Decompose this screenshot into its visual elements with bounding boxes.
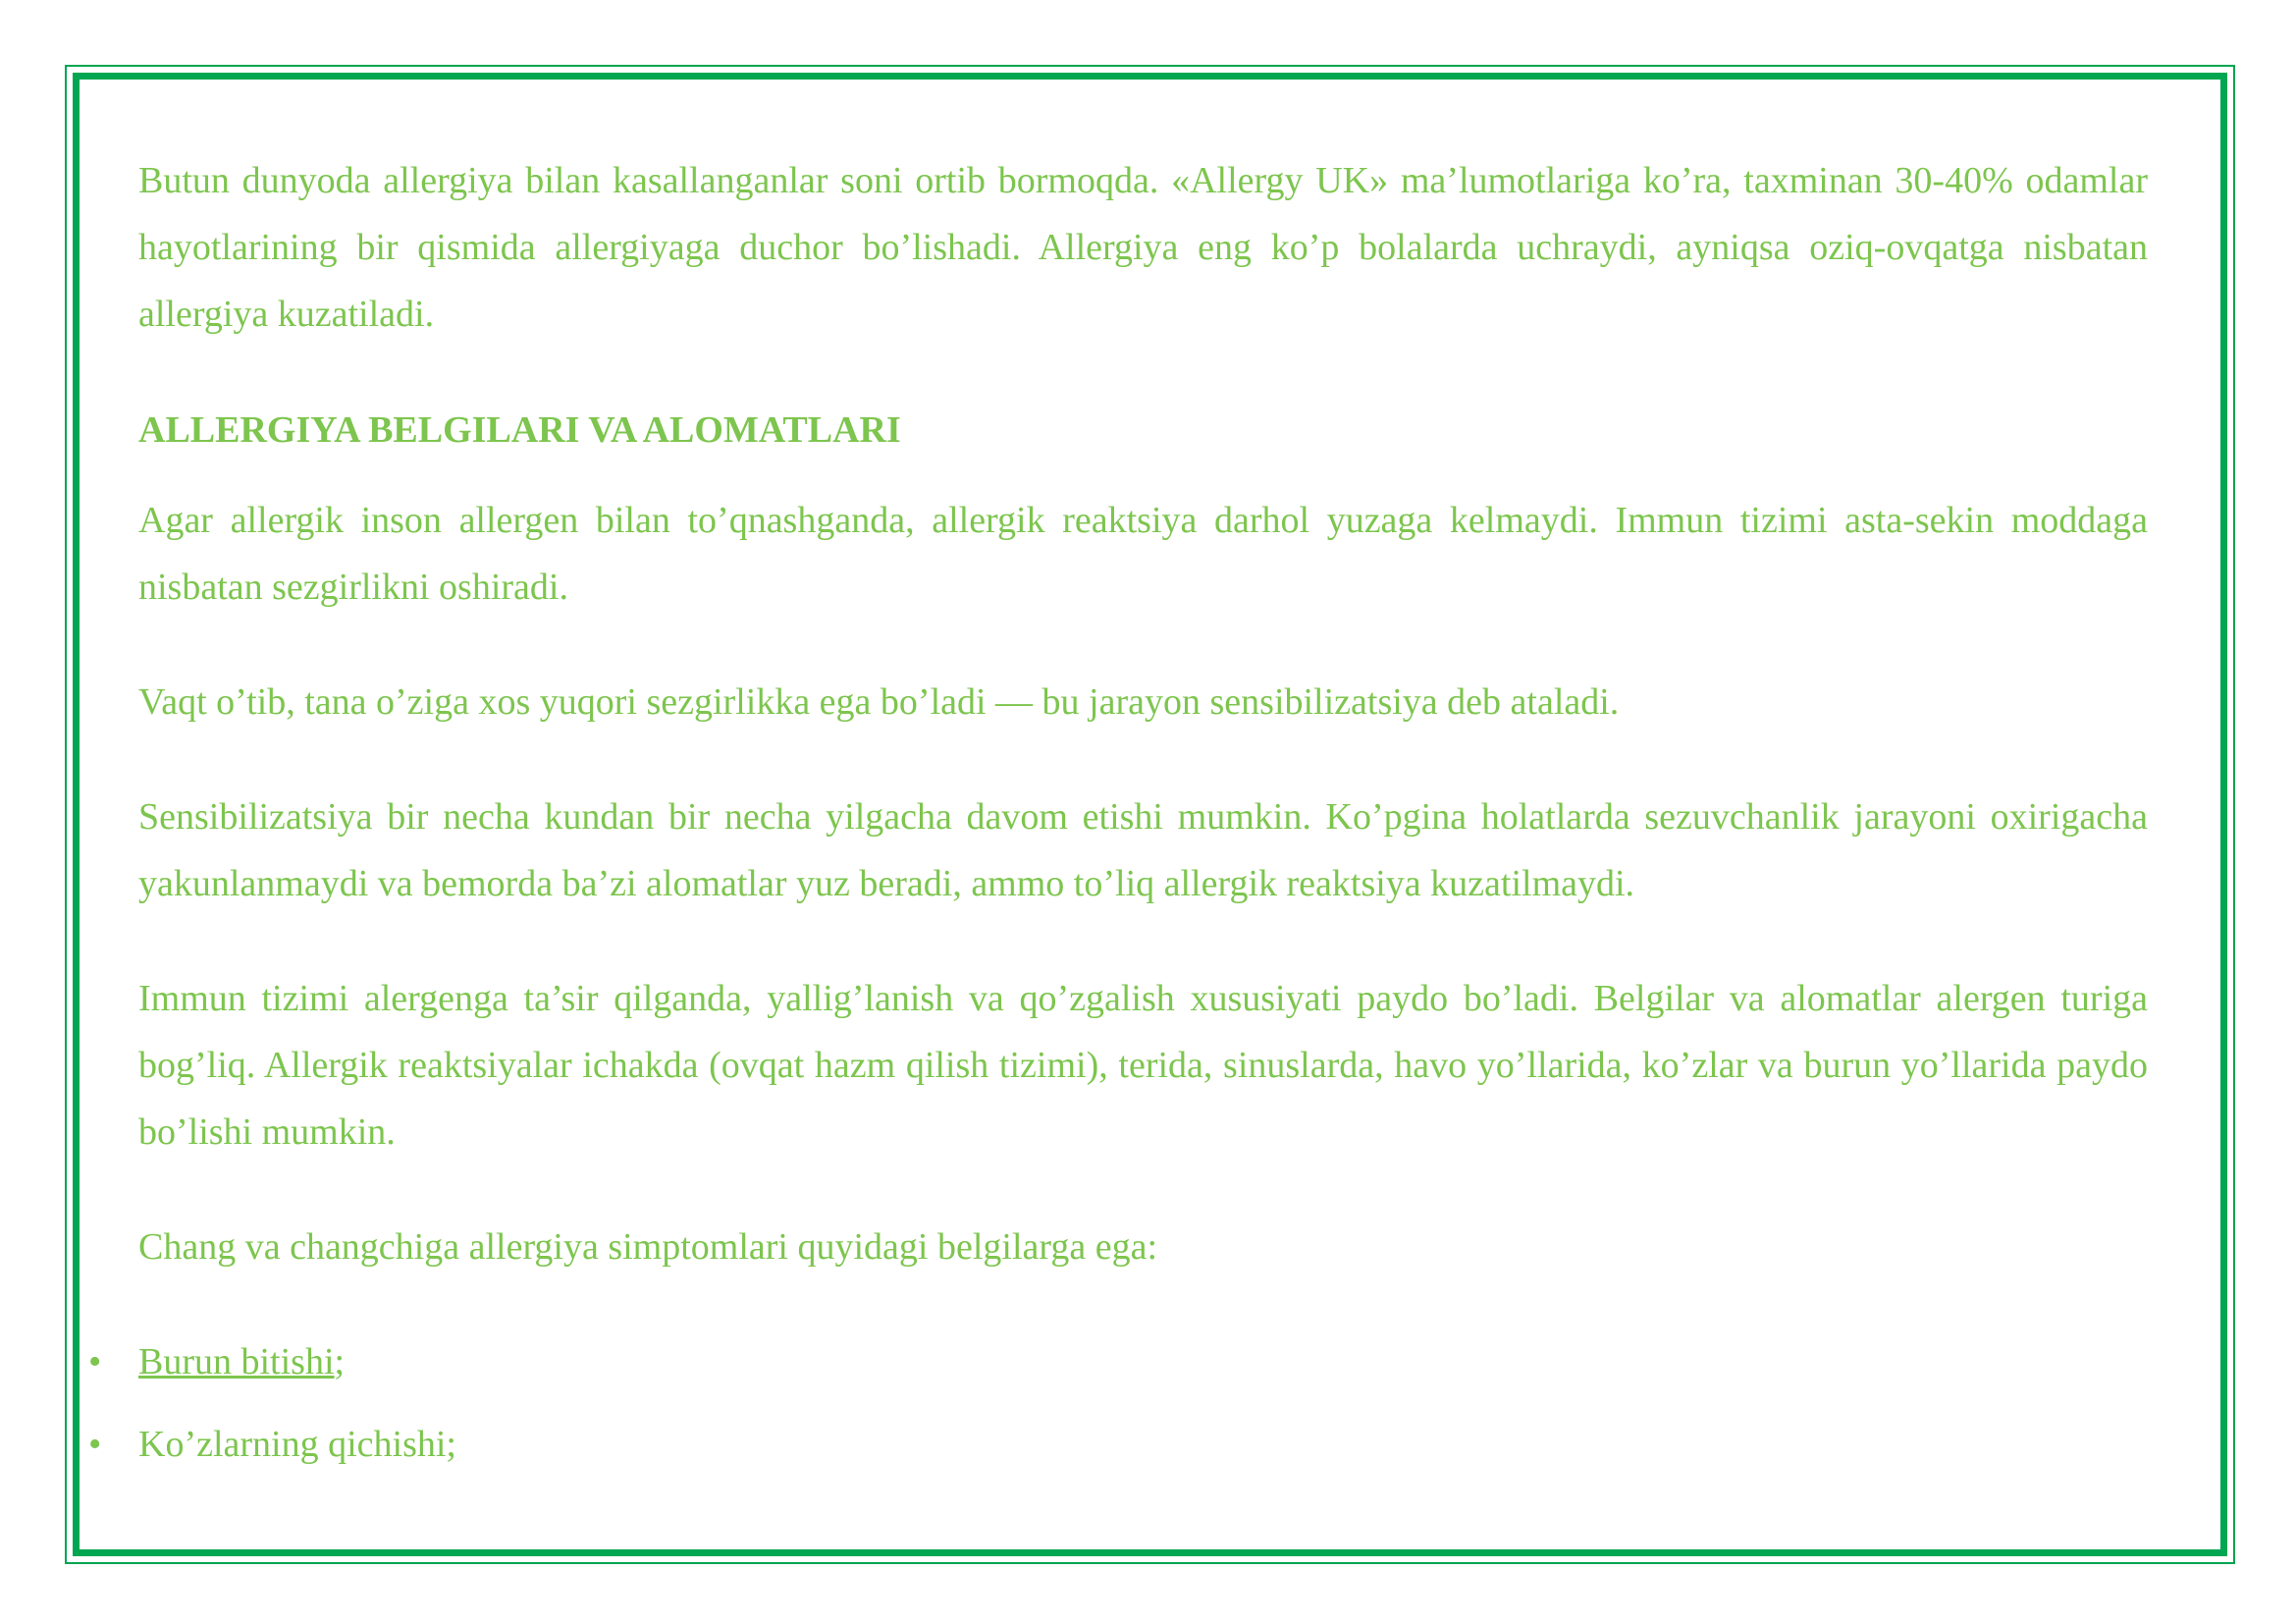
- document-body: [88, 147, 2148, 1478]
- intro-paragraph: Butun dunyoda allergiya bilan kasallanganlar soni ortib bormoqda. «Allergy UK» ma’lumotlariga ko’ra, taxminan 30-40% odamlar hayotlarining bir qismida allergiyaga duchor bo’lishadi. Allergiya eng ko’p bolalarda uchraydi, ayniqsa oziq-ovqatga nisbatan allergiya kuzatiladi.: [138, 160, 2148, 335]
- burun-bitishi-link[interactable]: Burun bitishi: [138, 1341, 335, 1382]
- section-heading: ALLERGIYA BELGILARI VA ALOMATLARI: [138, 409, 901, 451]
- bullet-marker: •: [88, 1341, 102, 1382]
- list-item: [88, 1328, 2148, 1395]
- symptom-list: [88, 1328, 2148, 1478]
- paragraph-sensitivity: Agar allergik inson allergen bilan to’qnashganda, allergik reaktsiya darhol yuzaga kelmaydi. Immun tizimi asta-sekin moddaga nisbatan sezgirlikni oshiradi.: [138, 500, 2148, 608]
- paragraph-immune-reaction: Immun tizimi alergenga ta’sir qilganda, yallig’lanish va qo’zgalish xususiyati paydo bo’ladi. Belgilar va alomatlar alergen turiga bog’liq. Allergik reaktsiyalar ichakda (ovqat hazm qilish tizimi), terida, sinuslarda, havo yo’llarida, ko’zlar va burun yo’llarida paydo bo’lishi mumkin.: [138, 978, 2148, 1153]
- bullet-marker: •: [88, 1424, 102, 1465]
- paragraph-symptoms-intro: Chang va changchiga allergiya simptomlari quyidagi belgilarga ega:: [138, 1226, 1158, 1268]
- paragraph-sensibilization: Vaqt o’tib, tana o’ziga xos yuqori sezgirlikka ega bo’ladi — bu jarayon sensibilizatsiya deb ataladi.: [138, 681, 1620, 723]
- list-item-suffix: ;: [334, 1341, 346, 1382]
- paragraph-duration: Sensibilizatsiya bir necha kundan bir necha yilgacha davom etishi mumkin. Ko’pgina holatlarda sezuvchanlik jarayoni oxirigacha yakunlanmaydi va bemorda ba’zi alomatlar yuz beradi, ammo to’liq allergik reaktsiya kuzatilmaydi.: [138, 796, 2148, 904]
- list-item: [88, 1411, 2148, 1478]
- list-item-text: Ko’zlarning qichishi;: [138, 1424, 456, 1465]
